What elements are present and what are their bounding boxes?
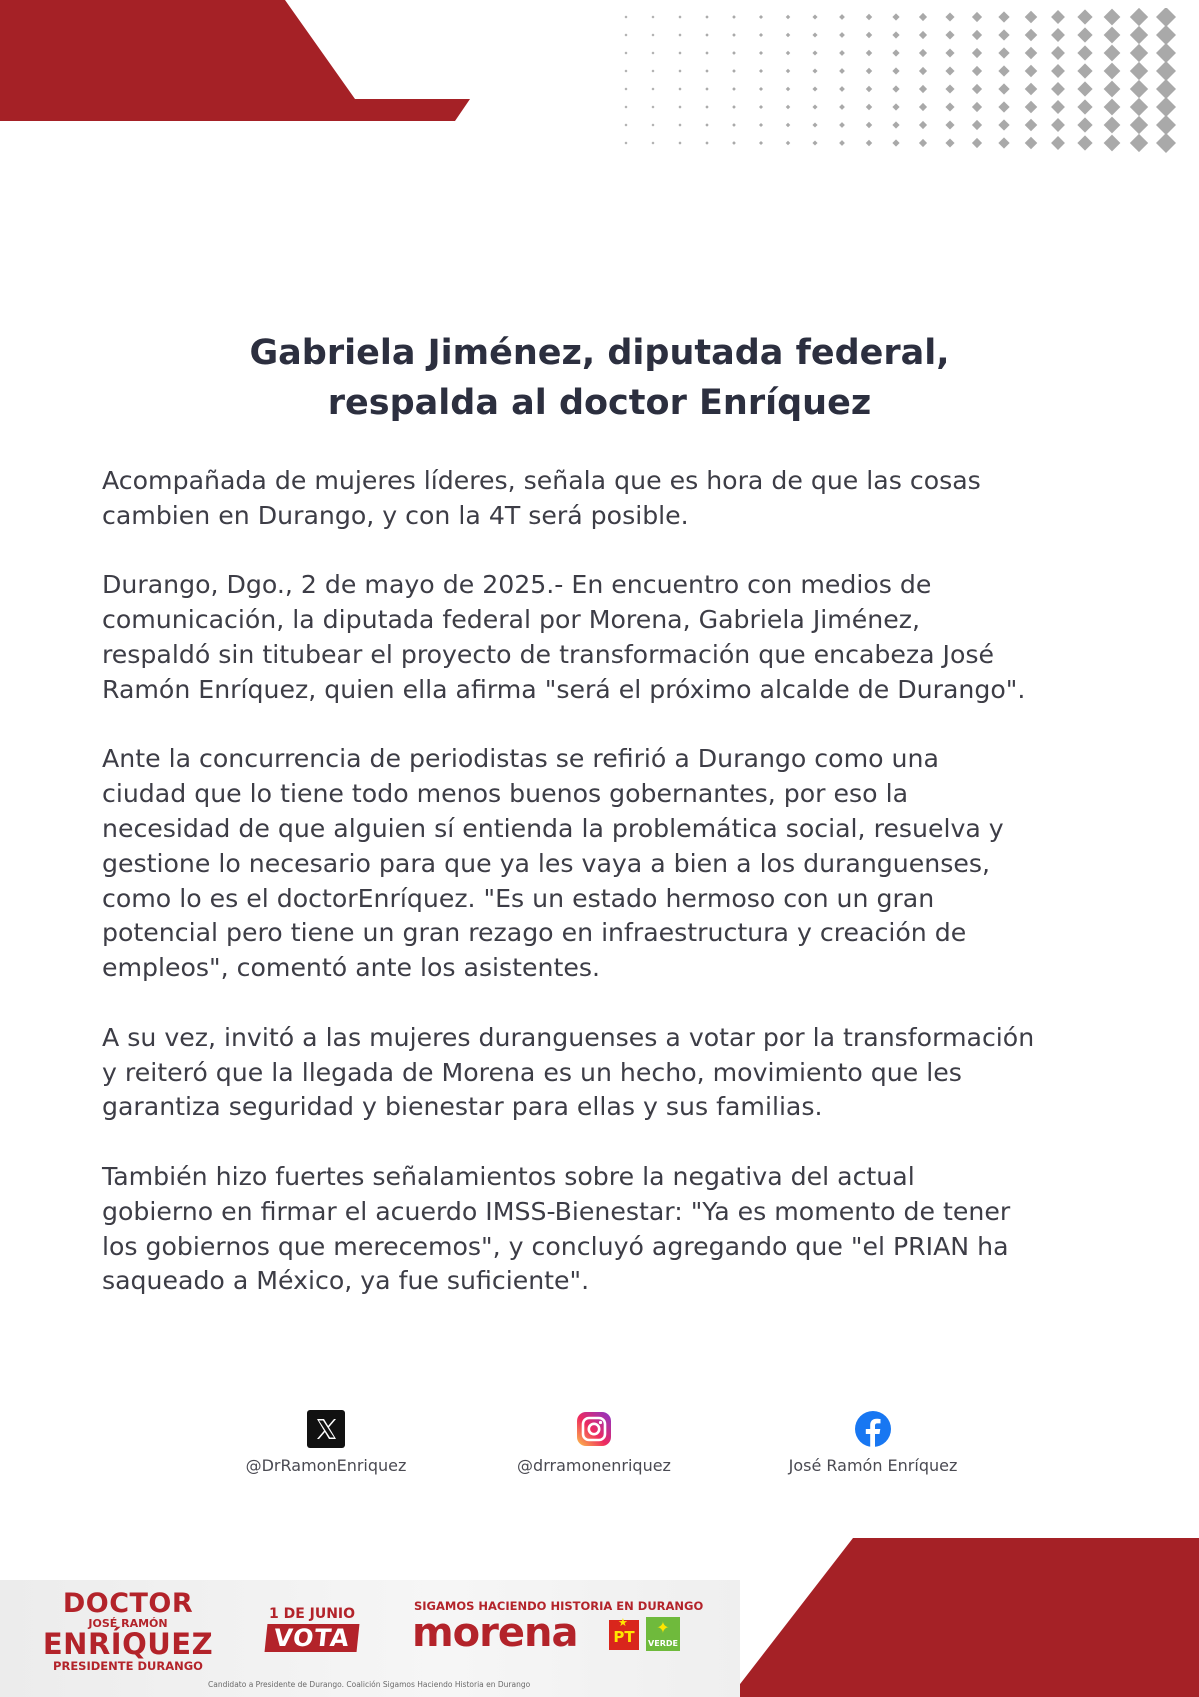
pattern-diamond	[919, 49, 927, 57]
pattern-diamond	[812, 104, 817, 109]
pattern-diamond	[972, 84, 982, 94]
verde-label: VERDE	[648, 1639, 678, 1648]
pattern-diamond	[678, 105, 681, 108]
pattern-diamond	[919, 13, 927, 21]
pattern-diamond	[651, 51, 654, 54]
pattern-diamond	[759, 51, 763, 55]
pattern-diamond	[651, 105, 654, 108]
pattern-diamond	[919, 121, 927, 129]
pattern-diamond	[839, 68, 845, 74]
pattern-diamond	[1130, 116, 1148, 134]
pattern-diamond	[1051, 28, 1065, 42]
pattern-diamond	[998, 29, 1009, 40]
pattern-diamond	[998, 119, 1009, 130]
text-line: y reiteró que la llegada de Morena es un hecho, movimiento que les	[102, 1057, 962, 1087]
pattern-diamond	[892, 103, 899, 110]
pattern-diamond	[759, 123, 763, 127]
pattern-diamond	[1156, 133, 1176, 153]
pattern-diamond	[1077, 99, 1092, 114]
pattern-diamond	[651, 15, 654, 18]
pattern-diamond	[1051, 82, 1065, 96]
star-icon: ★	[618, 1616, 628, 1629]
pattern-diamond	[812, 32, 817, 37]
text-line: los gobiernos que merecemos", y concluyó agregando que "el PRIAN ha	[102, 1231, 1009, 1261]
pattern-diamond	[1156, 25, 1176, 45]
pattern-diamond	[705, 15, 708, 18]
pattern-diamond	[866, 50, 872, 56]
pattern-diamond	[625, 34, 628, 37]
pattern-diamond	[1051, 10, 1065, 24]
pattern-diamond	[1104, 135, 1121, 152]
pt-party-logo	[609, 1616, 639, 1650]
coalition-slogan: SIGAMOS HACIENDO HISTORIA EN DURANGO	[414, 1599, 704, 1613]
pattern-diamond	[866, 32, 872, 38]
pattern-diamond	[786, 51, 791, 56]
text-line: A su vez, invitó a las mujeres duranguenses a votar por la transformación	[102, 1022, 1035, 1052]
text-line: Ramón Enríquez, quien ella afirma "será el próximo alcalde de Durango".	[102, 674, 1026, 704]
pattern-diamond	[812, 50, 817, 55]
pattern-diamond	[732, 15, 736, 19]
text-line: gobierno en firmar el acuerdo IMSS-Bienestar: "Ya es momento de tener	[102, 1196, 1011, 1226]
pattern-diamond	[945, 138, 954, 147]
pattern-diamond	[1077, 27, 1092, 42]
instagram-handle: @drramonenriquez	[517, 1456, 671, 1475]
pattern-diamond	[625, 106, 628, 109]
pattern-diamond	[866, 122, 872, 128]
pattern-diamond	[972, 120, 982, 130]
pattern-diamond	[892, 139, 899, 146]
pattern-diamond	[866, 68, 872, 74]
pattern-diamond	[651, 69, 654, 72]
top-red-banner	[0, 0, 480, 125]
pattern-diamond	[678, 51, 681, 54]
vote-word: VOTA	[265, 1624, 360, 1652]
pattern-diamond	[786, 141, 791, 146]
pattern-diamond	[651, 33, 654, 36]
pattern-diamond	[1130, 134, 1148, 152]
instagram-icon	[575, 1410, 613, 1448]
pattern-diamond	[919, 31, 927, 39]
pattern-diamond	[812, 86, 817, 91]
pattern-diamond	[972, 48, 982, 58]
pattern-diamond	[1077, 117, 1092, 132]
pattern-diamond	[1104, 117, 1121, 134]
social-instagram[interactable]	[464, 1410, 724, 1475]
text-line: Acompañada de mujeres líderes, señala que es hora de que las cosas	[102, 466, 981, 495]
pattern-diamond	[1051, 46, 1065, 60]
pattern-diamond	[1156, 61, 1176, 81]
pattern-diamond	[786, 87, 791, 92]
pattern-diamond	[1077, 45, 1092, 60]
pattern-diamond	[919, 85, 927, 93]
pattern-diamond	[1025, 101, 1038, 114]
pattern-diamond	[625, 142, 628, 145]
pattern-diamond	[1156, 97, 1176, 117]
text-line: comunicación, la diputada federal por Morena, Gabriela Jiménez,	[102, 605, 920, 635]
pattern-diamond	[972, 102, 982, 112]
pattern-diamond	[866, 140, 872, 146]
pattern-diamond	[678, 87, 681, 90]
brand-line-name: JOSÉ RAMÓN	[88, 1617, 168, 1630]
pattern-diamond	[945, 66, 954, 75]
vote-badge	[262, 1606, 362, 1652]
text-line: respaldó sin titubear el proyecto de transformación que encabeza José	[102, 639, 995, 669]
brand-line-surname: ENRÍQUEZ	[42, 1627, 214, 1661]
pattern-diamond	[678, 141, 681, 144]
pattern-diamond	[759, 33, 763, 37]
pattern-diamond	[705, 69, 708, 72]
pattern-diamond	[1051, 64, 1065, 78]
title-line-2: respalda al doctor Enríquez	[327, 383, 872, 423]
pattern-diamond	[678, 33, 681, 36]
pattern-diamond	[1025, 47, 1038, 60]
pattern-diamond	[839, 86, 845, 92]
pattern-diamond	[732, 87, 736, 91]
pattern-diamond	[732, 123, 736, 127]
pattern-diamond	[1025, 137, 1038, 150]
pattern-diamond	[839, 140, 845, 146]
text-line: También hizo fuertes señalamientos sobre la negativa del actual	[102, 1161, 915, 1191]
pattern-diamond	[892, 67, 899, 74]
brand-line-doctor: DOCTOR	[62, 1588, 194, 1619]
dot-pattern-decoration	[620, 8, 1199, 153]
pattern-diamond	[705, 33, 708, 36]
pattern-diamond	[972, 66, 982, 76]
pattern-diamond	[892, 31, 899, 38]
pattern-diamond	[786, 33, 791, 38]
vote-date: 1 DE JUNIO	[268, 1606, 356, 1622]
toucan-icon: ✦	[656, 1618, 670, 1637]
pattern-diamond	[892, 13, 899, 20]
pattern-diamond	[1130, 62, 1148, 80]
legal-disclaimer: Candidato a Presidente de Durango. Coalición Sigamos Haciendo Historia en Durango	[208, 1680, 531, 1689]
pattern-diamond	[1025, 119, 1038, 132]
pattern-diamond	[945, 48, 954, 57]
pattern-diamond	[945, 12, 954, 21]
pattern-diamond	[998, 47, 1009, 58]
pattern-diamond	[1104, 9, 1121, 26]
pattern-diamond	[1051, 100, 1065, 114]
pattern-diamond	[998, 101, 1009, 112]
pattern-diamond	[1025, 11, 1038, 24]
pattern-diamond	[972, 12, 982, 22]
pattern-diamond	[625, 88, 628, 91]
pattern-diamond	[786, 105, 791, 110]
pattern-diamond	[759, 105, 763, 109]
pattern-diamond	[732, 141, 736, 145]
pattern-diamond	[839, 122, 845, 128]
paragraph	[102, 1021, 1102, 1125]
pattern-diamond	[998, 11, 1009, 22]
pattern-diamond	[972, 30, 982, 40]
pattern-diamond	[732, 69, 736, 73]
pattern-diamond	[1130, 44, 1148, 62]
pattern-diamond	[892, 49, 899, 56]
text-line: como lo es el doctorEnríquez. "Es un estado hermoso con un gran	[102, 883, 935, 913]
text-line: gestione lo necesario para que ya les vaya a bien a los duranguenses,	[102, 848, 990, 878]
pattern-diamond	[705, 51, 708, 54]
pattern-diamond	[812, 68, 817, 73]
pattern-diamond	[866, 14, 872, 20]
pattern-diamond	[678, 123, 681, 126]
title-line-1: Gabriela Jiménez, diputada federal,	[249, 333, 950, 373]
pattern-diamond	[1156, 43, 1176, 63]
pattern-diamond	[1130, 26, 1148, 44]
pattern-diamond	[998, 83, 1009, 94]
paragraph	[102, 568, 1102, 707]
pattern-diamond	[1104, 27, 1121, 44]
pattern-diamond	[839, 50, 845, 56]
pattern-diamond	[759, 141, 763, 145]
pattern-diamond	[678, 15, 681, 18]
text-line: garantiza seguridad y bienestar para ellas y sus familias.	[102, 1092, 823, 1122]
social-x[interactable]	[196, 1410, 456, 1475]
pattern-diamond	[1104, 81, 1121, 98]
pattern-diamond	[892, 121, 899, 128]
pattern-diamond	[786, 123, 791, 128]
pattern-diamond	[705, 123, 708, 126]
x-logo-icon	[307, 1410, 345, 1448]
paragraph	[102, 742, 1102, 986]
pattern-diamond	[866, 104, 872, 110]
pattern-diamond	[1130, 98, 1148, 116]
pattern-diamond	[1051, 118, 1065, 132]
pattern-diamond	[625, 70, 628, 73]
text-line: saqueado a México, ya fue suficiente".	[102, 1266, 590, 1296]
pattern-diamond	[866, 86, 872, 92]
pattern-diamond	[759, 69, 763, 73]
pattern-diamond	[625, 52, 628, 55]
pattern-diamond	[998, 65, 1009, 76]
pattern-diamond	[705, 105, 708, 108]
pattern-diamond	[998, 137, 1009, 148]
pattern-diamond	[1077, 63, 1092, 78]
pattern-diamond	[786, 15, 791, 20]
pattern-diamond	[625, 16, 628, 19]
pattern-diamond	[651, 141, 654, 144]
pattern-diamond	[1077, 9, 1092, 24]
pattern-diamond	[732, 33, 736, 37]
article-body	[102, 464, 1102, 1334]
pattern-diamond	[945, 102, 954, 111]
pattern-diamond	[1025, 65, 1038, 78]
pattern-diamond	[1104, 99, 1121, 116]
pattern-diamond	[1104, 63, 1121, 80]
pattern-diamond	[732, 51, 736, 55]
pattern-diamond	[1156, 8, 1176, 27]
pattern-diamond	[1130, 80, 1148, 98]
morena-logo: morena	[412, 1610, 578, 1656]
pattern-diamond	[892, 85, 899, 92]
text-line: ciudad que lo tiene todo menos buenos gobernantes, por eso la	[102, 779, 908, 809]
pattern-diamond	[839, 32, 845, 38]
pattern-diamond	[812, 122, 817, 127]
verde-party-logo	[646, 1617, 680, 1651]
pattern-diamond	[839, 104, 845, 110]
pattern-diamond	[812, 140, 817, 145]
paragraph-summary	[102, 464, 1102, 534]
pattern-diamond	[625, 124, 628, 127]
pattern-diamond	[705, 141, 708, 144]
text-line: empleos", comentó ante los asistentes.	[102, 953, 601, 983]
text-line: Ante la concurrencia de periodistas se refirió a Durango como una	[102, 744, 939, 774]
pattern-diamond	[972, 138, 982, 148]
paragraph	[102, 1160, 1102, 1299]
brand-line-office: PRESIDENTE DURANGO	[53, 1659, 203, 1673]
pattern-diamond	[919, 139, 927, 147]
pattern-diamond	[1104, 45, 1121, 62]
text-line: Durango, Dgo., 2 de mayo de 2025.- En encuentro con medios de	[102, 570, 932, 600]
pattern-diamond	[945, 84, 954, 93]
page-title	[110, 328, 1089, 428]
pattern-diamond	[839, 14, 845, 20]
pattern-diamond	[786, 69, 791, 74]
pt-label: PT	[613, 1628, 635, 1646]
candidate-brand-logo	[38, 1590, 218, 1673]
pattern-diamond	[759, 87, 763, 91]
pattern-diamond	[1156, 115, 1176, 135]
pattern-diamond	[919, 103, 927, 111]
x-handle: @DrRamonEnriquez	[245, 1456, 407, 1475]
facebook-icon	[854, 1410, 892, 1448]
pattern-diamond	[1077, 81, 1092, 96]
pattern-diamond	[732, 105, 736, 109]
pattern-diamond	[945, 30, 954, 39]
text-line: potencial pero tiene un gran rezago en infraestructura y creación de	[102, 918, 967, 948]
pattern-diamond	[945, 120, 954, 129]
pattern-diamond	[812, 14, 817, 19]
pattern-diamond	[651, 87, 654, 90]
text-line: necesidad de que alguien sí entienda la problemática social, resuelva y	[102, 813, 1004, 843]
social-facebook[interactable]	[743, 1410, 1003, 1475]
pattern-diamond	[1051, 136, 1065, 150]
pattern-diamond	[1025, 29, 1038, 42]
pattern-diamond	[1025, 83, 1038, 96]
pattern-diamond	[759, 15, 763, 19]
pattern-diamond	[1156, 79, 1176, 99]
pattern-diamond	[678, 69, 681, 72]
pattern-diamond	[651, 123, 654, 126]
pattern-diamond	[1077, 135, 1092, 150]
text-line: cambien en Durango, y con la 4T será posible.	[102, 500, 689, 530]
pattern-diamond	[1130, 8, 1148, 26]
pattern-diamond	[705, 87, 708, 90]
facebook-handle: José Ramón Enríquez	[788, 1456, 958, 1475]
pattern-diamond	[919, 67, 927, 75]
